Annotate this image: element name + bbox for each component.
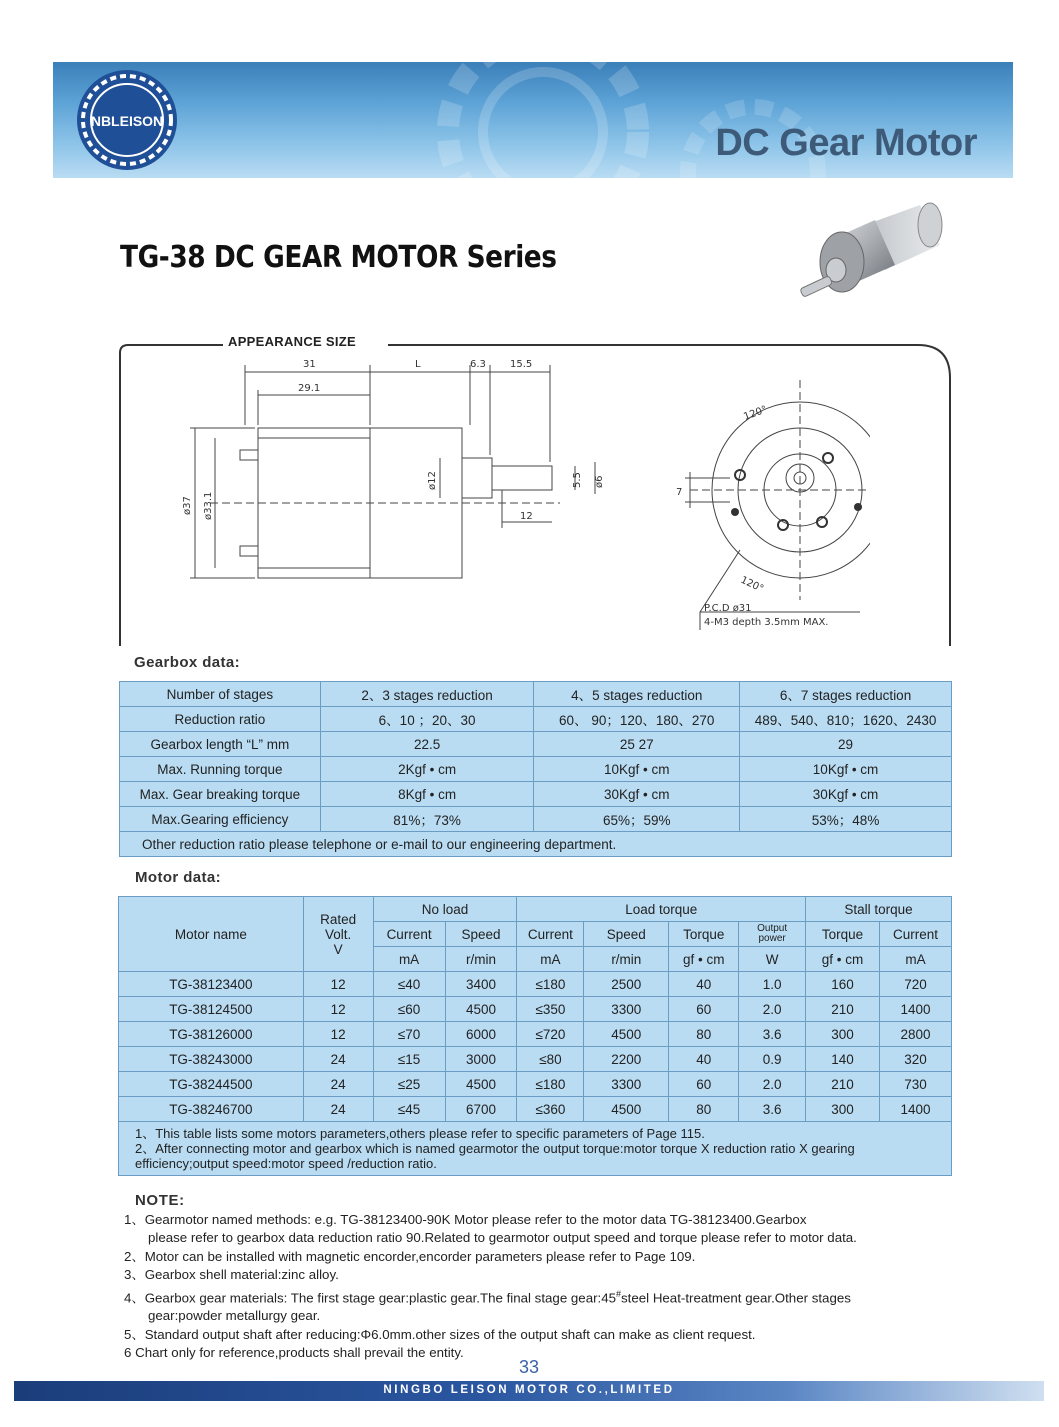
motor-footnote: 1、This table lists some motors parameters,others please refer to specific parameters of Page 115. [135,1126,705,1141]
dim-12: 12 [520,511,533,522]
dim-6-dia: ø6 [594,475,605,488]
motor-cell: 2500 [584,972,669,997]
gearbox-cell: 30Kgf • cm [740,782,952,807]
motor-cell: 3300 [584,1072,669,1097]
motor-cell: TG-38243000 [119,1047,304,1072]
appearance-label: APPEARANCE SIZE [224,334,360,349]
gearbox-cell: 4、5 stages reduction [534,682,740,707]
gearbox-cell: 489、540、810；1620、2430 [740,707,952,732]
motor-cell: 6700 [445,1097,517,1122]
motor-cell: 140 [806,1047,880,1072]
dim-7: 7 [676,487,683,498]
motor-cell: 300 [806,1097,880,1122]
gearbox-heading: Gearbox data: [134,654,241,671]
motor-row [119,1072,952,1097]
stall-torque-header: Stall torque [806,897,952,922]
motor-cell: 6000 [445,1022,517,1047]
gearbox-cell: Gearbox length “L” mm [120,732,321,757]
motor-unit: r/min [445,947,517,972]
gearbox-note: Other reduction ratio please telephone or e-mail to our engineering department. [120,832,952,857]
gearbox-row [120,782,952,807]
motor-cell: 720 [880,972,952,997]
motor-cell: 320 [880,1047,952,1072]
motor-cell: 2800 [880,1022,952,1047]
note-item: 6 Chart only for reference,products shall prevail the entity. [124,1345,464,1361]
motor-cell: 60 [669,1072,739,1097]
gearbox-cell: 8Kgf • cm [320,782,534,807]
gearbox-row [120,757,952,782]
gearbox-cell: 60、 90；120、180、270 [534,707,740,732]
motor-cell: 1400 [880,997,952,1022]
note-item: 1、Gearmotor named methods: e.g. TG-38123400-90K Motor please refer to the motor data TG-38123400.Gearbox [124,1212,807,1227]
motor-cell: 80 [669,1097,739,1122]
motor-cell: ≤40 [373,972,445,997]
motor-cell: ≤45 [373,1097,445,1122]
motor-cell: 1400 [880,1097,952,1122]
motor-unit: mA [880,947,952,972]
motor-cell: 3400 [445,972,517,997]
gearbox-cell: 10Kgf • cm [534,757,740,782]
dim-6-3: 6.3 [470,359,486,370]
gearbox-cell: Max. Running torque [120,757,321,782]
motor-cell: 210 [806,1072,880,1097]
motor-cell: TG-38246700 [119,1097,304,1122]
motor-row [119,972,952,997]
motor-footnote: 2、After connecting motor and gearbox which is named gearmotor the output torque:motor torque X reduction ratio X gearing efficiency;output speed:motor speed /reduction ratio. [135,1141,855,1171]
motor-row [119,1097,952,1122]
motor-cell: ≤180 [517,972,584,997]
motor-unit: gf • cm [669,947,739,972]
gearbox-cell: Max.Gearing efficiency [120,807,321,832]
motor-cell: 12 [303,1022,373,1047]
motor-unit: mA [517,947,584,972]
motor-cell: 4500 [445,1072,517,1097]
motor-subheader: Speed [445,922,517,947]
motor-cell: 3300 [584,997,669,1022]
motor-cell: 60 [669,997,739,1022]
no-load-header: No load [373,897,517,922]
dim-5-5: 5.5 [572,472,583,488]
page-number: 33 [519,1357,540,1377]
angle-120-top: 120° [742,404,769,423]
motor-subheader: Current [373,922,445,947]
load-torque-header: Load torque [517,897,806,922]
motor-unit: mA [373,947,445,972]
gearbox-row [120,807,952,832]
motor-table [118,896,952,1176]
motor-cell: 4500 [445,997,517,1022]
notes-heading: NOTE: [135,1192,185,1209]
gearbox-cell: 2Kgf • cm [320,757,534,782]
note-item: 3、Gearbox shell material:zinc alloy. [124,1267,339,1283]
dim-37: ø37 [182,496,193,515]
motor-cell: ≤70 [373,1022,445,1047]
gearbox-cell: 10Kgf • cm [740,757,952,782]
dim-29-1: 29.1 [298,383,321,394]
motor-cell: ≤720 [517,1022,584,1047]
motor-cell: TG-38126000 [119,1022,304,1047]
motor-cell: 2.0 [739,997,806,1022]
motor-cell: ≤60 [373,997,445,1022]
gearbox-cell: 53%；48% [740,807,952,832]
motor-unit: W [739,947,806,972]
gearbox-cell: 2、3 stages reduction [320,682,534,707]
gearbox-cell: 65%；59% [534,807,740,832]
motor-cell: 24 [303,1097,373,1122]
motor-row [119,997,952,1022]
logo-text: NBLEISON [90,113,164,129]
motor-cell: ≤360 [517,1097,584,1122]
motor-cell: 210 [806,997,880,1022]
footer-company: NINGBO LEISON MOTOR CO.,LIMITED [383,1384,675,1396]
page-title: TG-38 DC GEAR MOTOR Series [120,240,557,275]
gearbox-table [119,681,952,857]
dim-31: 31 [303,359,316,370]
note-item: 4、Gearbox gear materials: The first stage gear:plastic gear.The final stage gear:45#steel Heat-treatment gear.Other stages [124,1288,851,1306]
gearbox-row [120,707,952,732]
dim-33-1: ø33.1 [203,491,214,520]
motor-cell: TG-38123400 [119,972,304,997]
motor-footnotes [119,1122,952,1176]
motor-subheader: Current [880,922,952,947]
motor-cell: 12 [303,997,373,1022]
motor-subheader: Output power [739,922,806,947]
motor-subheader: Current [517,922,584,947]
motor-subheader: Speed [584,922,669,947]
motor-cell: 4500 [584,1097,669,1122]
motor-cell: 2.0 [739,1072,806,1097]
motor-cell: 12 [303,972,373,997]
pcd-note: P.C.D ø31 [704,603,752,614]
motor-cell: 3000 [445,1047,517,1072]
gearbox-cell: Max. Gear breaking torque [120,782,321,807]
motor-heading: Motor data: [135,869,222,886]
motor-cell: ≤80 [517,1047,584,1072]
technical-drawing [170,350,870,640]
motor-cell: 24 [303,1047,373,1072]
gearbox-cell: 6、10 ；20、30 [320,707,534,732]
motor-cell: 3.6 [739,1022,806,1047]
gear-watermark-icon [413,62,673,178]
dim-15-5: 15.5 [510,359,533,370]
note-item: gear:powder metallurgy gear. [148,1308,321,1324]
motor-cell: ≤25 [373,1072,445,1097]
motor-row [119,1022,952,1047]
motor-name-header: Motor name [119,897,304,972]
motor-photo [790,190,950,320]
motor-cell: 24 [303,1072,373,1097]
motor-cell: 2200 [584,1047,669,1072]
motor-cell: 300 [806,1022,880,1047]
gearbox-row [120,682,952,707]
motor-row [119,1047,952,1072]
motor-cell: 40 [669,972,739,997]
header-banner [53,62,1013,178]
motor-cell: 3.6 [739,1097,806,1122]
motor-cell: 730 [880,1072,952,1097]
note-item: 2、Motor can be installed with magnetic encorder,encorder parameters please refer to Page 109. [124,1248,696,1264]
motor-cell: ≤350 [517,997,584,1022]
motor-cell: 1.0 [739,972,806,997]
motor-unit: r/min [584,947,669,972]
dim-L: L [415,359,421,370]
gearbox-row [120,732,952,757]
motor-cell: 160 [806,972,880,997]
banner-title: DC Gear Motor [715,122,977,164]
gearbox-cell: Number of stages [120,682,321,707]
gearbox-cell: 22.5 [320,732,534,757]
motor-cell: 0.9 [739,1047,806,1072]
motor-cell: ≤180 [517,1072,584,1097]
motor-cell: ≤15 [373,1047,445,1072]
dim-12-dia: ø12 [427,471,438,490]
note-item: 5、Standard output shaft after reducing:Φ6.0mm.other sizes of the output shaft can make as client request. [124,1326,756,1342]
gearbox-cell: 29 [740,732,952,757]
angle-120-bottom: 120° [738,574,766,595]
thread-note: 4-M3 depth 3.5mm MAX. [704,617,829,628]
motor-cell: 4500 [584,1022,669,1047]
motor-cell: TG-38124500 [119,997,304,1022]
note-item: please refer to gearbox data reduction ratio 90.Related to gearmotor output speed and torque please refer to motor data. [148,1230,857,1246]
footer-bar [14,1381,1044,1401]
motor-cell: 80 [669,1022,739,1047]
gearbox-cell: 81%；73% [320,807,534,832]
motor-cell: 40 [669,1047,739,1072]
rated-volt-header: Rated Volt. V [303,897,373,972]
motor-unit: gf • cm [806,947,880,972]
motor-subheader: Torque [806,922,880,947]
notes-list [124,1211,857,1363]
motor-subheader: Torque [669,922,739,947]
gearbox-cell: 30Kgf • cm [534,782,740,807]
gearbox-cell: 25 27 [534,732,740,757]
gearbox-cell: 6、7 stages reduction [740,682,952,707]
company-logo [75,68,179,172]
gearbox-cell: Reduction ratio [120,707,321,732]
motor-cell: TG-38244500 [119,1072,304,1097]
